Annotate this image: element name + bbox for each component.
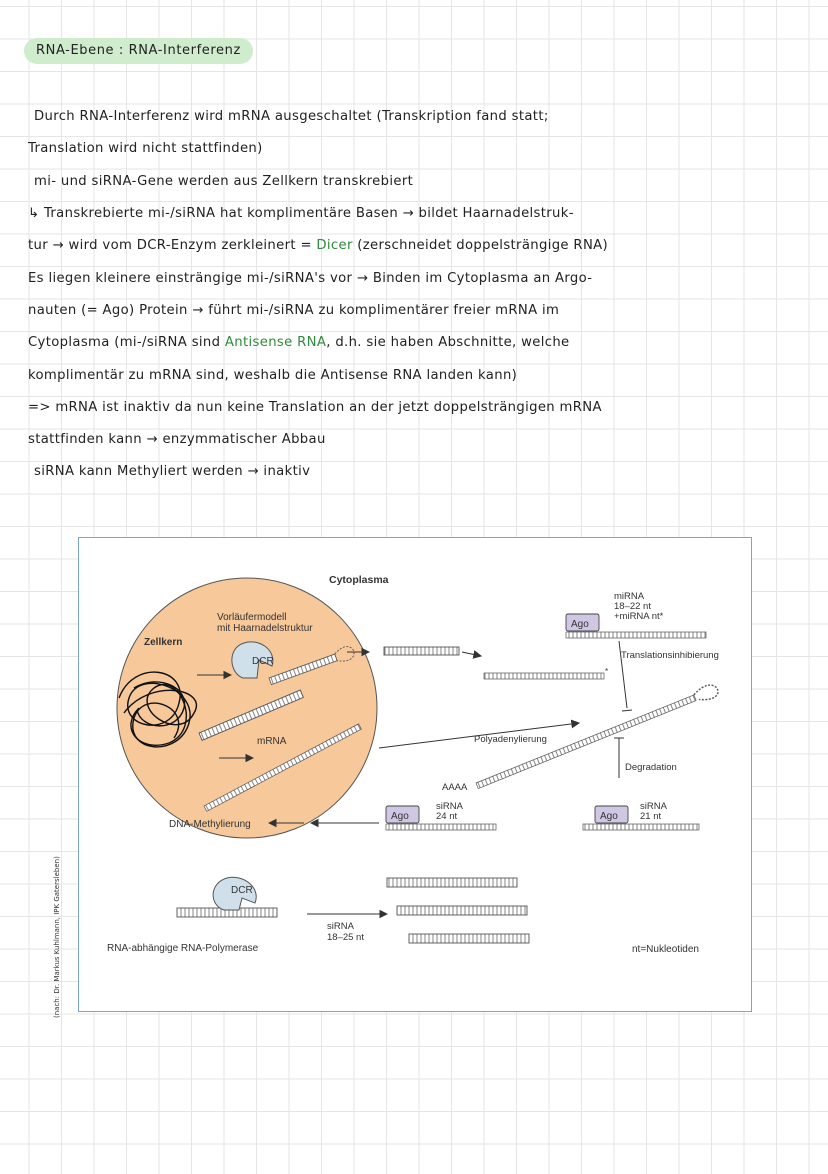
- note-text: Cytoplasma (mi-/siRNA sind: [28, 335, 225, 350]
- dicer-term: Dicer: [316, 238, 353, 253]
- dcr-label-bottom: DCR: [231, 885, 253, 896]
- cytoplasma-label: Cytoplasma: [329, 574, 389, 586]
- sirna-21nt: 21 nt: [640, 811, 662, 822]
- note-text: (zerschneidet doppelsträngige RNA): [352, 238, 609, 253]
- mirna-plus: +miRNA nt*: [614, 611, 664, 622]
- note-line: ↳ Transkrebierte mi-/siRNA hat komplimentäre Basen → bildet Haarnadelstruk-: [28, 206, 574, 221]
- page-heading: RNA-Ebene : RNA-Interferenz: [24, 38, 253, 64]
- note-line: Translation wird nicht stattfinden): [28, 141, 263, 156]
- note-line: Durch RNA-Interferenz wird mRNA ausgeschaltet (Transkription fand statt;: [34, 109, 549, 124]
- star-mark: *: [605, 667, 609, 676]
- figure-credit: (nach: Dr. Markus Kuhlmann, IPK Gatersleben): [53, 856, 61, 1018]
- mrna-label: mRNA: [257, 736, 287, 747]
- note-line: Es liegen kleinere einsträngige mi-/siRNA's vor → Binden im Cytoplasma an Argo-: [28, 271, 593, 286]
- zellkern-label: Zellkern: [144, 637, 183, 648]
- note-line: [28, 333, 570, 353]
- dcr-label: DCR: [252, 656, 274, 667]
- antisense-term: Antisense RNA: [224, 335, 327, 350]
- polymerase-label: RNA-abhängige RNA-Polymerase: [107, 943, 259, 954]
- sirna-label: siRNA: [640, 801, 667, 812]
- rna-interference-figure: [78, 537, 752, 1012]
- vorlaeufer-label-2: mit Haarnadelstruktur: [217, 623, 313, 634]
- note-line: => mRNA ist inaktiv da nun keine Translation an der jetzt doppelsträngigen mRNA: [28, 400, 602, 415]
- polyadenylierung-label: Polyadenylierung: [474, 734, 547, 745]
- translationsinhibierung-label: Translationsinhibierung: [621, 650, 719, 661]
- degradation-label: Degradation: [625, 762, 677, 773]
- nukleotiden-legend: nt=Nukleotiden: [632, 944, 699, 955]
- note-line: stattfinden kann → enzymmatischer Abbau: [28, 432, 326, 447]
- sirna-range: 18–25 nt: [327, 932, 364, 943]
- note-line: komplimentär zu mRNA sind, weshalb die Antisense RNA landen kann): [28, 368, 518, 383]
- vorlaeufer-label: Vorläufermodell: [217, 612, 287, 623]
- mirna-label: miRNA: [614, 591, 645, 602]
- sirna-label: siRNA: [436, 801, 463, 812]
- note-text: , d.h. sie haben Abschnitte, welche: [326, 335, 570, 350]
- sirna-label: siRNA: [327, 921, 354, 932]
- note-line: nauten (= Ago) Protein → führt mi-/siRNA zu komplimentärer freier mRNA im: [28, 303, 560, 318]
- ago-label: Ago: [600, 811, 618, 822]
- sirna-24nt: 24 nt: [436, 811, 458, 822]
- ago-label: Ago: [391, 811, 409, 822]
- aaaa-label: AAAA: [442, 782, 468, 793]
- dna-methylierung-label: DNA-Methylierung: [169, 819, 251, 830]
- note-text: tur → wird vom DCR-Enzym zerkleinert =: [28, 238, 317, 253]
- mirna-length: 18–22 nt: [614, 601, 651, 612]
- note-line: [28, 236, 608, 256]
- figure-diagram: [79, 538, 751, 1011]
- note-line: siRNA kann Methyliert werden → inaktiv: [34, 464, 311, 479]
- ago-label: Ago: [571, 619, 589, 630]
- note-line: mi- und siRNA-Gene werden aus Zellkern transkrebiert: [34, 174, 414, 189]
